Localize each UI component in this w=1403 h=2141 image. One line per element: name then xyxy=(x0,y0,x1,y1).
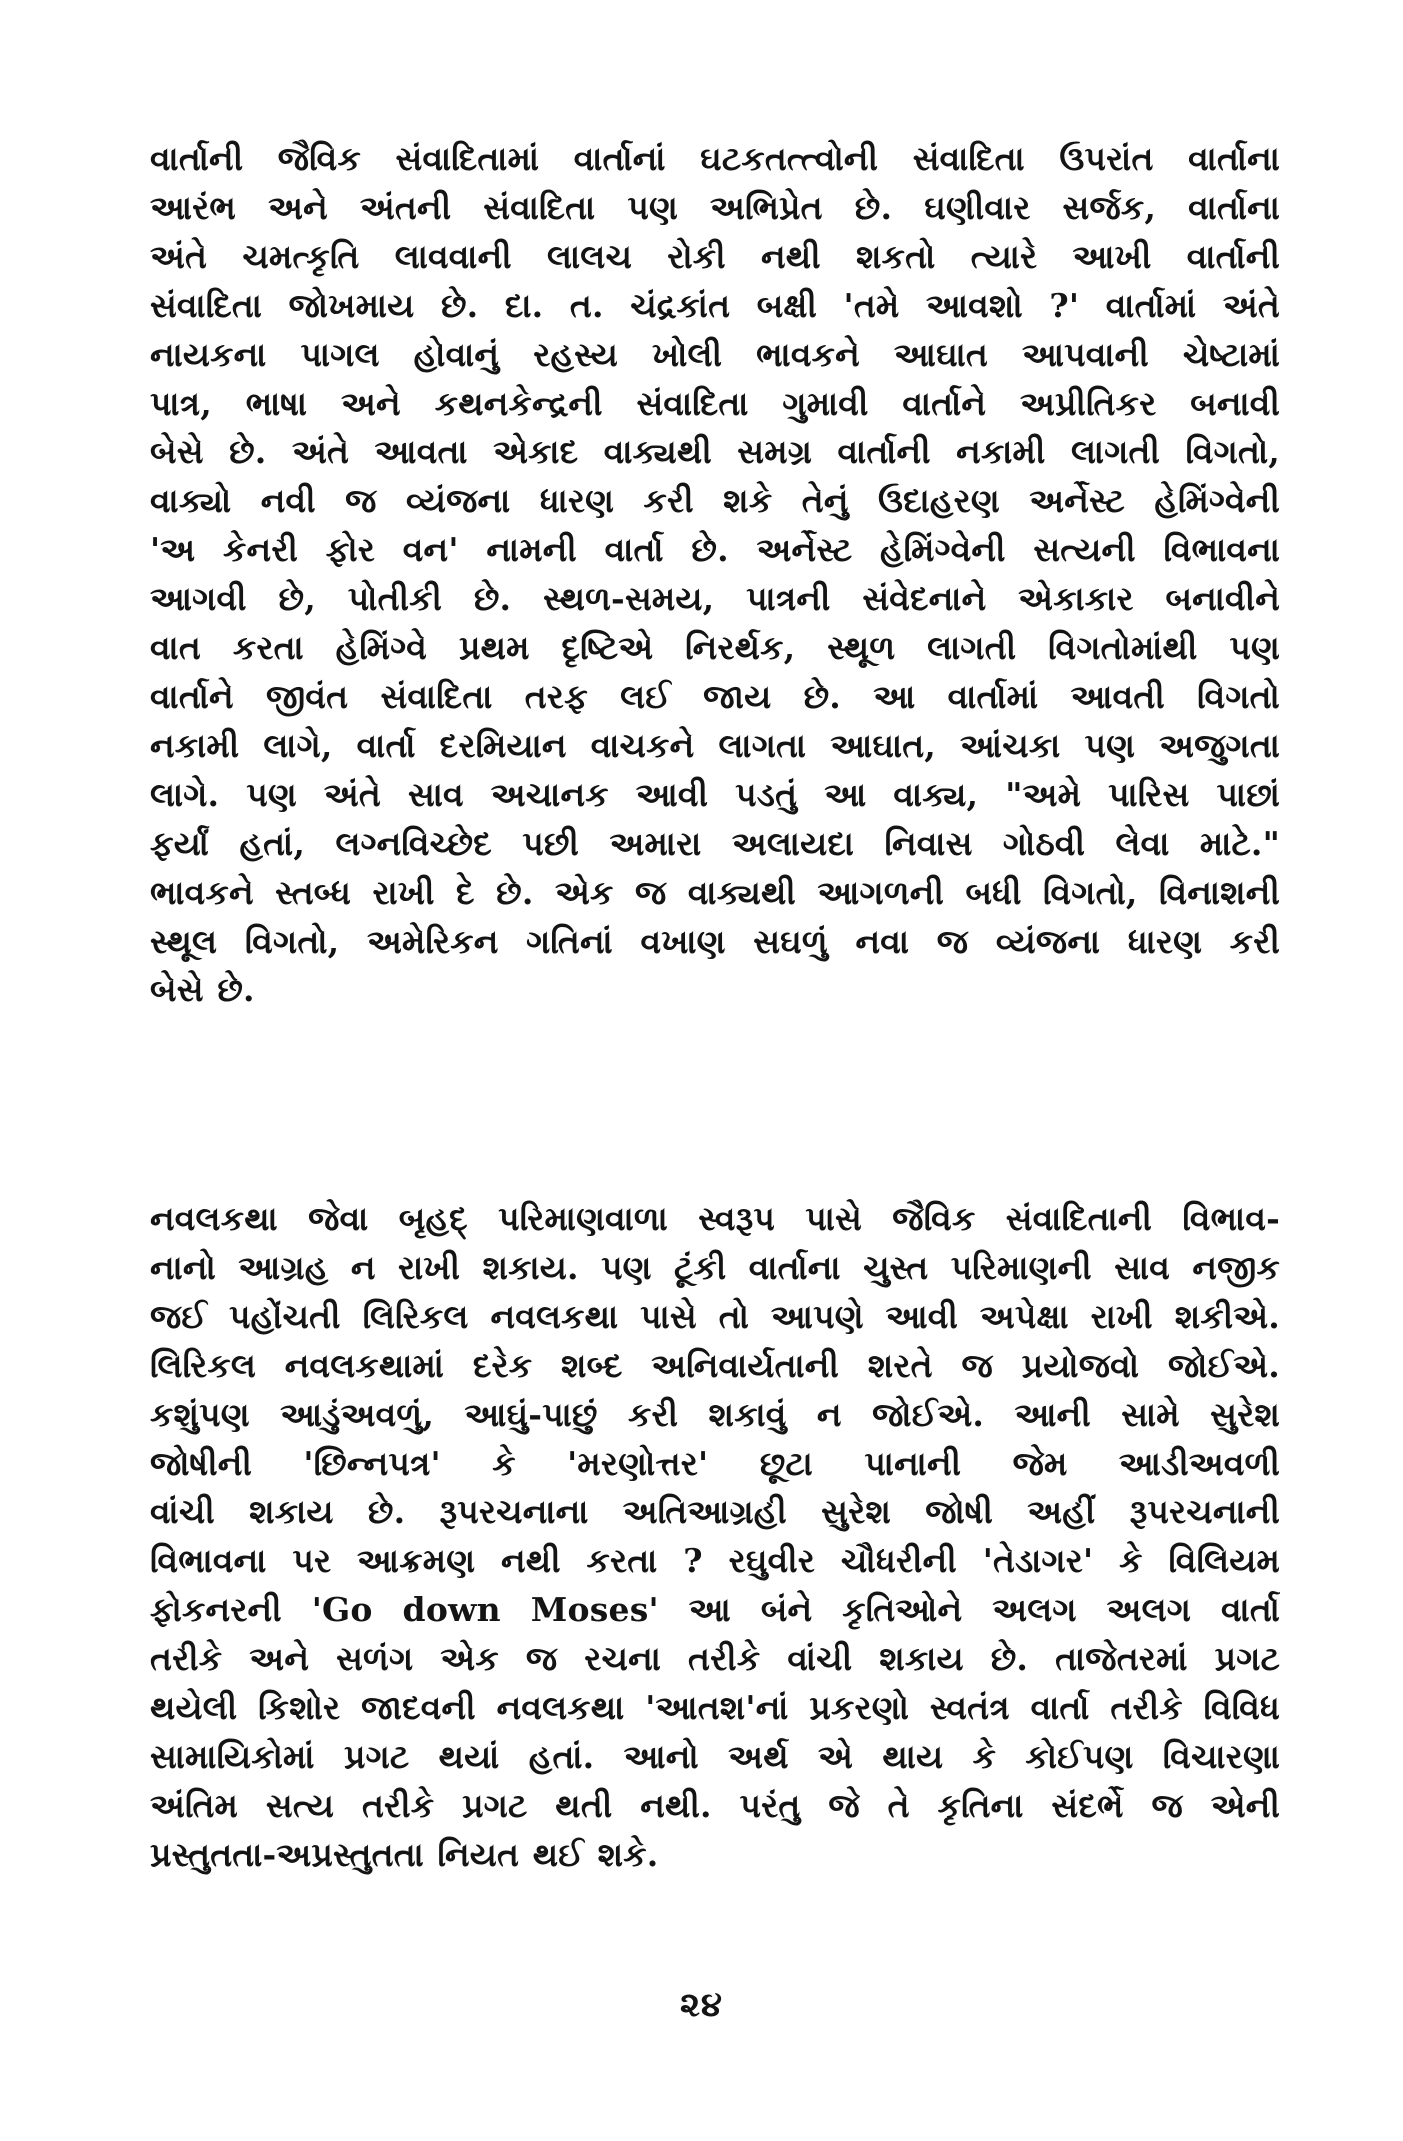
text-line: વાક્યો નવી જ વ્યંજના ધારણ કરી શકે તેનું ઉદાહરણ અર્નેસ્ટ હેમિંગ્વેની xyxy=(150,481,1280,521)
text-line: બેસે છે. અંતે આવતા એકાદ વાક્યથી સમગ્ર વાર્તાની નકામી લાગતી વિગતો, xyxy=(150,432,1280,472)
text-line: જોષીની 'છિન્નપત્ર' કે 'મરણોત્તર' છૂટા પાનાની જેમ આડીઅવળી xyxy=(150,1443,1280,1483)
text-line: નાનો આગ્રહ ન રાખી શકાય. પણ ટૂંકી વાર્તાના ચુસ્ત પરિમાણની સાવ નજીક xyxy=(150,1247,1280,1287)
text-line: નકામી લાગે, વાર્તા દરમિયાન વાચકને લાગતા આઘાત, આંચકા પણ અજુગતા xyxy=(150,725,1280,765)
text-line: આગવી છે, પોતીકી છે. સ્થળ-સમય, પાત્રની સંવેદનાને એકાકાર બનાવીને xyxy=(150,579,1280,619)
text-line: પાત્ર, ભાષા અને કથનકેન્દ્રની સંવાદિતા ગુમાવી વાર્તાને અપ્રીતિકર બનાવી xyxy=(150,383,1280,423)
text-line: બેસે છે. xyxy=(150,970,255,1010)
text-line: સ્થૂલ વિગતો, અમેરિકન ગતિનાં વખાણ સઘળું નવા જ વ્યંજના ધારણ કરી xyxy=(150,921,1280,961)
paragraph-1 xyxy=(150,135,1280,1015)
text-line: અંતિમ સત્ય તરીકે પ્રગટ થતી નથી. પરંતુ જે તે કૃતિના સંદર્ભે જ એની xyxy=(150,1785,1280,1825)
text-line: વિભાવના પર આક્રમણ નથી કરતા ? રઘુવીર ચૌધરીની 'તેડાગર' કે વિલિયમ xyxy=(150,1541,1280,1581)
paragraph-2 xyxy=(150,1195,1280,1880)
page-number: ૨૪ xyxy=(679,1985,724,2025)
text-line: પ્રસ્તુતતા-અપ્રસ્તુતતા નિયત થઈ શકે. xyxy=(150,1834,659,1874)
text-line: જઈ પહોંચતી લિરિકલ નવલકથા પાસે તો આપણે આવી અપેક્ષા રાખી શકીએ. xyxy=(150,1296,1280,1336)
text-line: નવલકથા જેવા બૃહદ્ પરિમાણવાળા સ્વરૂપ પાસે જૈવિક સંવાદિતાની વિભાવ- xyxy=(150,1199,1280,1238)
text-line: વાર્તાને જીવંત સંવાદિતા તરફ લઈ જાય છે. આ વાર્તામાં આવતી વિગતો xyxy=(150,676,1280,716)
text-line: વાર્તાની જૈવિક સંવાદિતામાં વાર્તાનાં ઘટકતત્ત્વોની સંવાદિતા ઉપરાંત વાર્તાના xyxy=(150,139,1280,178)
text-line: 'અ કેનરી ફોર વન' નામની વાર્તા છે. અર્નેસ્ટ હેમિંગ્વેની સત્યની વિભાવના xyxy=(150,530,1280,570)
text-line: સામાયિકોમાં પ્રગટ થયાં હતાં. આનો અર્થ એ થાય કે કોઈપણ વિચારણા xyxy=(150,1736,1280,1776)
text-line: સંવાદિતા જોખમાય છે. દા. ત. ચંદ્રકાંત બક્ષી 'તમે આવશો ?' વાર્તામાં અંતે xyxy=(150,285,1280,325)
text-line: વાત કરતા હેમિંગ્વે પ્રથમ દૃષ્ટિએ નિરર્થક, સ્થૂળ લાગતી વિગતોમાંથી પણ xyxy=(150,628,1280,668)
text-line: લાગે. પણ અંતે સાવ અચાનક આવી પડતું આ વાક્ય, "અમે પારિસ પાછાં xyxy=(150,774,1280,814)
text-line: ભાવકને સ્તબ્ધ રાખી દે છે. એક જ વાક્યથી આગળની બધી વિગતો, વિનાશની xyxy=(150,872,1280,912)
text-line: થયેલી કિશોર જાદવની નવલકથા 'આતશ'નાં પ્રકરણો સ્વતંત્ર વાર્તા તરીકે વિવિધ xyxy=(150,1688,1280,1728)
text-line: આરંભ અને અંતની સંવાદિતા પણ અભિપ્રેત છે. ઘણીવાર સર્જક, વાર્તાના xyxy=(150,187,1280,227)
text-line: વાંચી શકાય છે. રૂપરચનાના અતિઆગ્રહી સુરેશ જોષી અહીં રૂપરચનાની xyxy=(150,1492,1280,1532)
text-line: લિરિકલ નવલકથામાં દરેક શબ્દ અનિવાર્યતાની શરતે જ પ્રયોજવો જોઈએ. xyxy=(150,1345,1280,1385)
text-line: ફર્યાં હતાં, લગ્નવિચ્છેદ પછી અમારા અલાયદા નિવાસ ગોઠવી લેવા માટે." xyxy=(150,823,1280,863)
text-line: કશુંપણ આડુંઅવળું, આઘું-પાછું કરી શકાવું ન જોઈએ. આની સામે સુરેશ xyxy=(150,1394,1280,1434)
text-line: નાયકના પાગલ હોવાનું રહસ્ય ખોલી ભાવકને આઘાત આપવાની ચેષ્ટામાં xyxy=(150,334,1280,374)
text-line: તરીકે અને સળંગ એક જ રચના તરીકે વાંચી શકાય છે. તાજેતરમાં પ્રગટ xyxy=(150,1639,1280,1679)
text-line: ફોકનરની 'Go down Moses' આ બંને કૃતિઓને અલગ અલગ વાર્તા xyxy=(150,1590,1280,1630)
text-line: અંતે ચમત્કૃતિ લાવવાની લાલચ રોકી નથી શકતો ત્યારે આખી વાર્તાની xyxy=(150,236,1280,276)
